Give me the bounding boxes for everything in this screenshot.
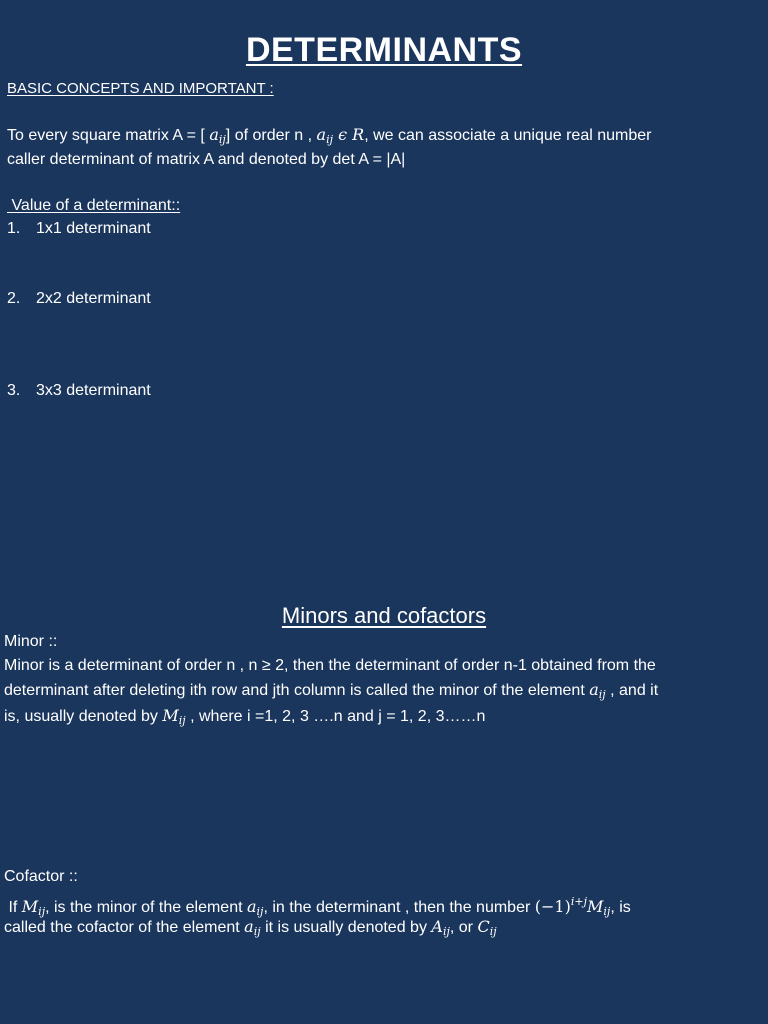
- cofactor-text: called the cofactor of the element: [4, 919, 245, 936]
- list-number: 1.: [7, 220, 21, 237]
- symbol-a-ij: $a_{ij}$: [244, 917, 261, 938]
- symbol-sign-factor: $(-1)^{i+j}M_{ij}$: [534, 895, 611, 918]
- list-label: 3x3 determinant: [36, 382, 151, 399]
- intro-text-3: , we can associate a unique real number: [364, 127, 652, 144]
- minor-text: determinant after deleting ith row and jth column is called the minor of the element: [4, 682, 590, 699]
- list-label: 1x1 determinant: [36, 220, 151, 237]
- minor-line-1: Minor is a determinant of order n , n ≥ 2, then the determinant of order n-1 obtained from the: [4, 657, 656, 674]
- cofactor-text: , is the minor of the element: [45, 899, 247, 916]
- list-item-1x1: [7, 216, 151, 241]
- symbol-a-ij: $a_{ij}$: [589, 680, 606, 701]
- minor-label: Minor ::: [4, 633, 58, 650]
- minor-text: is, usually denoted by: [4, 708, 163, 725]
- symbol-m-ij: $M_{ij}$: [21, 897, 46, 918]
- minor-text: , where i =1, 2, 3 ….n and j = 1, 2, 3……n: [185, 708, 486, 725]
- symbol-a-ij-capital: $A_{ij}$: [431, 917, 450, 938]
- list-item-3x3: [7, 378, 151, 403]
- intro-line-2: caller determinant of matrix A and denoted by det A = |A|: [7, 151, 406, 168]
- symbol-m-ij: $M_{ij}$: [162, 706, 186, 727]
- value-heading: Value of a determinant::: [7, 197, 181, 214]
- page-title: DETERMINANTS: [245, 31, 523, 69]
- intro-text-1: To every square matrix A = [: [7, 127, 210, 144]
- minor-line-3: [4, 703, 485, 733]
- cofactor-text: , in the determinant , then the number: [263, 899, 535, 916]
- cofactor-text: If: [4, 899, 22, 916]
- cofactor-text: it is usually denoted by: [260, 919, 432, 936]
- cofactor-label: Cofactor ::: [4, 868, 78, 885]
- minors-section-heading: Minors and cofactors: [281, 603, 487, 628]
- list-number: 2.: [7, 290, 21, 307]
- minor-text: , and it: [605, 682, 659, 699]
- list-number: 3.: [7, 382, 21, 399]
- symbol-a-ij: $a_{ij}$: [246, 897, 264, 918]
- cofactor-line-2: [4, 914, 497, 944]
- symbol-a-ij: $a_{ij}$: [209, 125, 226, 146]
- cofactor-text: , is: [610, 899, 631, 916]
- intro-text-2: ] of order n ,: [225, 127, 317, 144]
- symbol-a-ij-in-r: $a_{ij}$ ϵ R: [316, 125, 365, 146]
- list-item-2x2: [7, 286, 151, 311]
- basics-heading: BASIC CONCEPTS AND IMPORTANT :: [7, 80, 274, 97]
- symbol-c-ij: $C_{ij}$: [477, 917, 497, 938]
- cofactor-text: , or: [449, 919, 478, 936]
- list-label: 2x2 determinant: [36, 290, 151, 307]
